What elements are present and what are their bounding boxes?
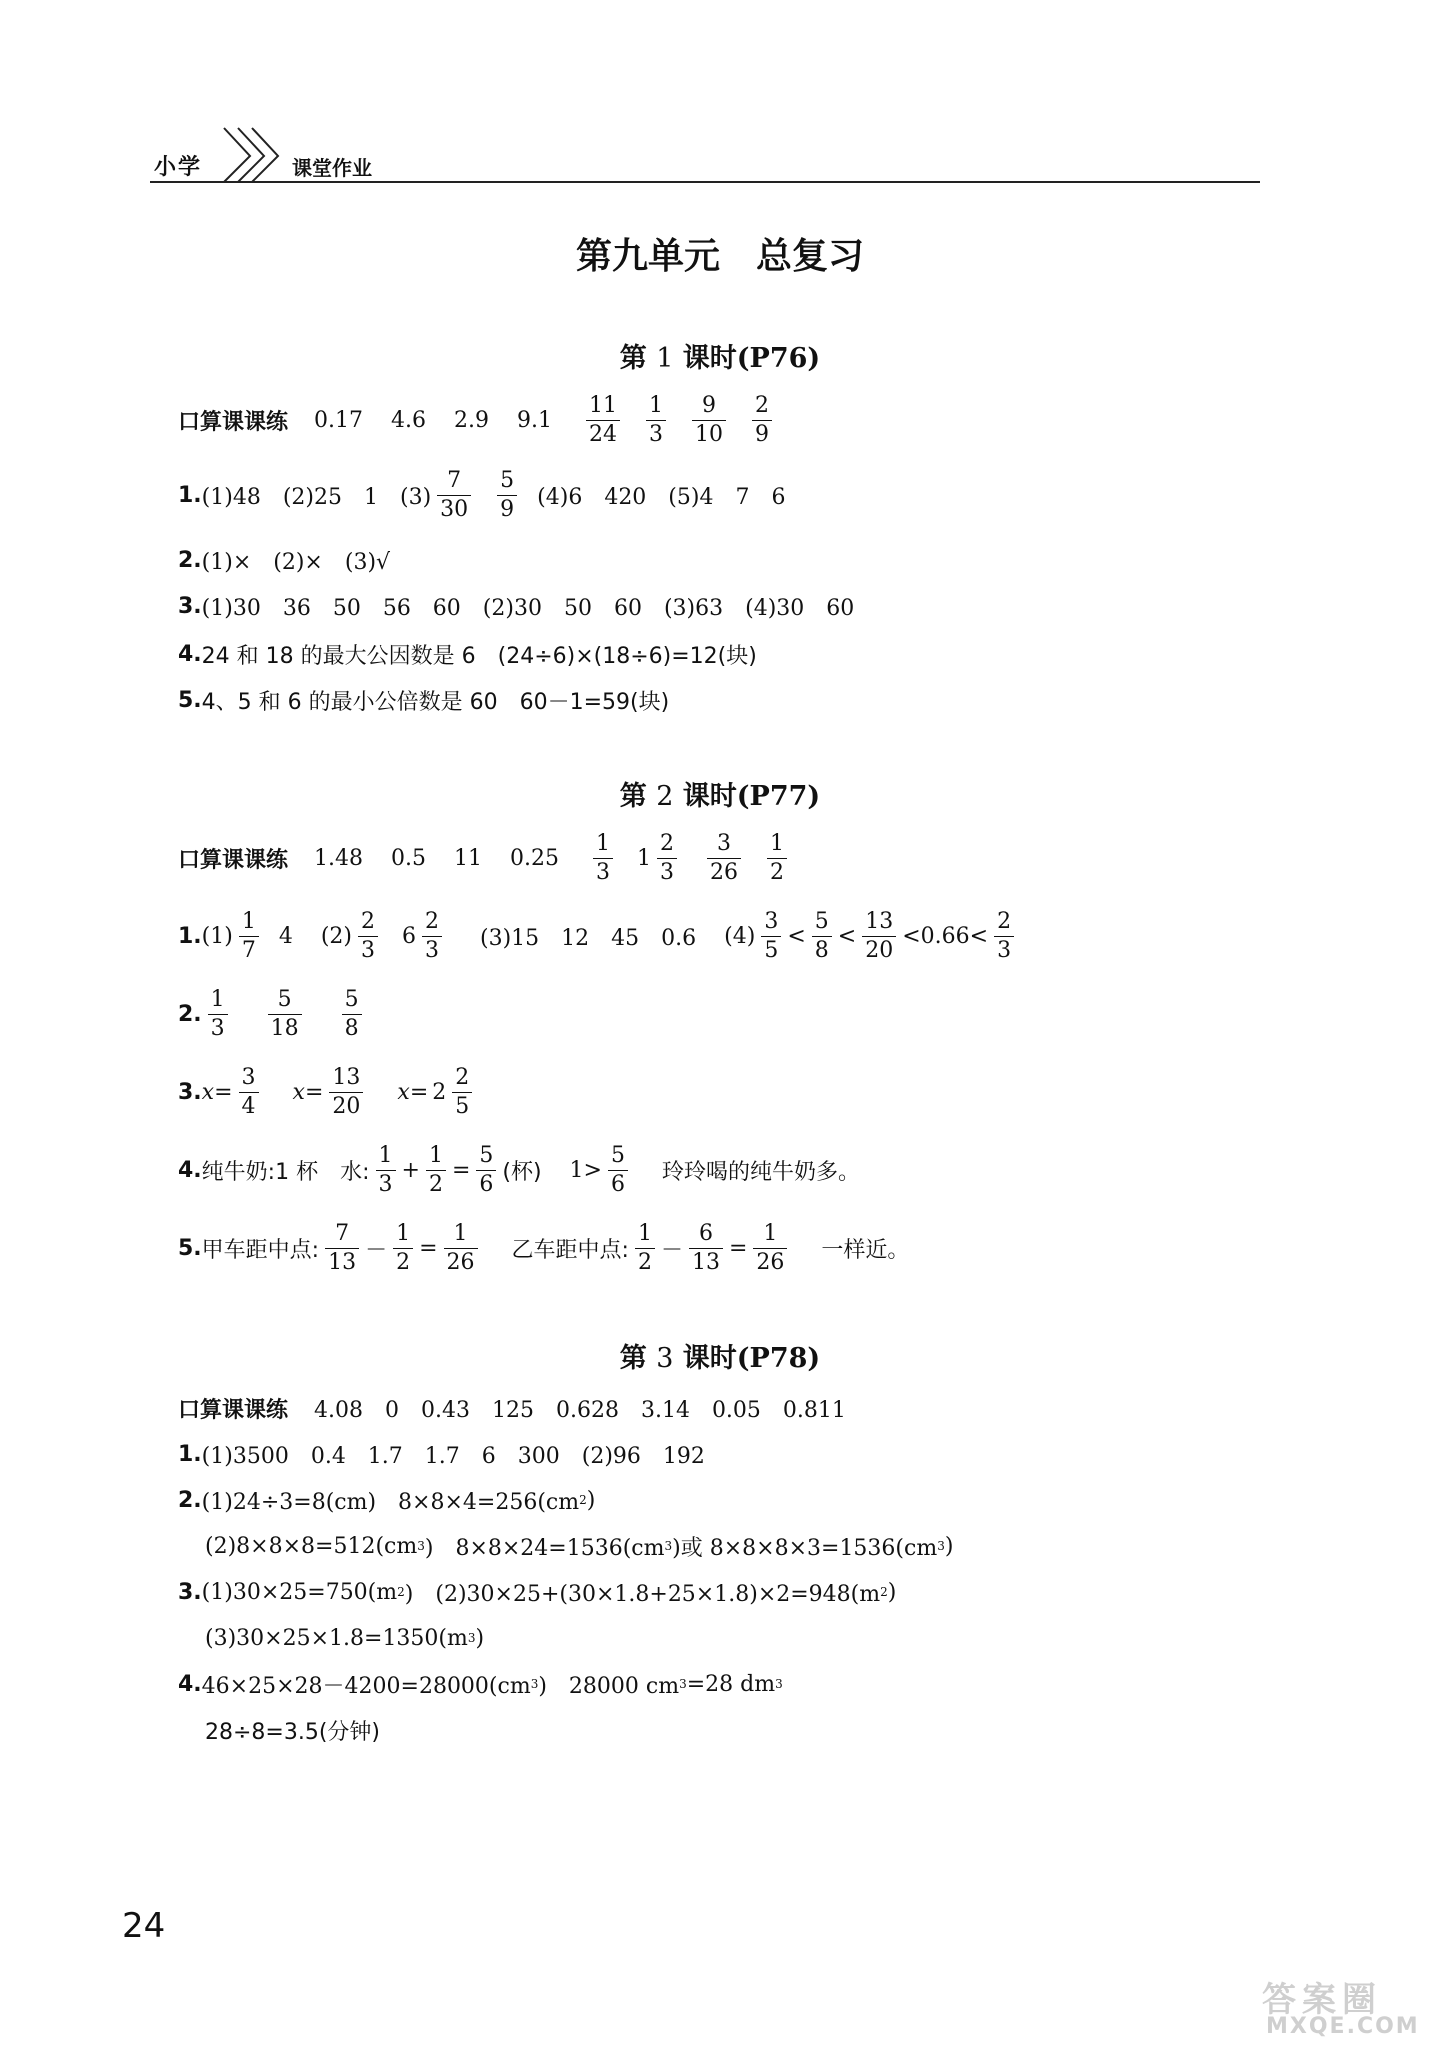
- answer-text: 乙车距中点:: [511, 1237, 629, 1263]
- answer-text: (1)3500 0.4 1.7 1.7 6 300 (2)96 192: [201, 1443, 705, 1469]
- fraction: $\frac{5}{9}$: [497, 470, 517, 521]
- answer-text: ) 8×8×24=1536(cm: [424, 1535, 665, 1561]
- lesson-1-head-pre: 第: [619, 343, 647, 374]
- fraction: $\frac{2}{3}$: [994, 911, 1014, 962]
- equals-sign: =: [728, 1235, 748, 1261]
- answer-text: ): [586, 1487, 596, 1513]
- fraction: $\frac{3}{4}$: [239, 1067, 259, 1118]
- lesson-2-question-3: [178, 1062, 482, 1122]
- answer-text: )或 8×8×8×3=1536(cm: [672, 1535, 938, 1561]
- mixed-number: 1 $\frac{2}{3}$: [637, 833, 683, 884]
- fraction: $\frac{1}{26}$: [444, 1223, 478, 1274]
- fraction: $\frac{3}{5}$: [761, 911, 781, 962]
- superscript: 3: [664, 1539, 673, 1553]
- answer-text: 4: [278, 923, 293, 949]
- page-number: 24: [122, 1906, 166, 1946]
- superscript: 2: [880, 1585, 888, 1599]
- answer-text: (1)24÷3=8(cm) 8×8×4=256(cm: [201, 1489, 580, 1515]
- fraction: $\frac{5}{8}$: [812, 911, 832, 962]
- minus-sign: －: [660, 1237, 683, 1263]
- superscript: 3: [937, 1539, 945, 1553]
- question-number: 2.: [178, 1001, 202, 1027]
- answer-text: (2): [320, 923, 353, 949]
- oral-value: 11: [454, 845, 482, 871]
- fraction: $\frac{5}{6}$: [476, 1145, 496, 1196]
- answer-text: (3)15 12 45 0.6: [480, 925, 697, 951]
- question-number: 2.: [178, 547, 202, 573]
- answer-text: 24 和 18 的最大公因数是 6 (24÷6)×(18÷6)=12(块): [201, 643, 757, 669]
- lesson-3-head-num: 3: [656, 1343, 674, 1374]
- answer-text: (4)6 420 (5)4 7 6: [537, 484, 786, 510]
- lesson-1-head-post: 课时(P76): [682, 343, 821, 374]
- answer-text: ): [944, 1533, 954, 1559]
- answer-text: 46×25×28－4200=28000(cm: [201, 1673, 531, 1699]
- equals-sign: =: [451, 1157, 471, 1183]
- superscript: 3: [417, 1539, 425, 1553]
- answer-text: ) 28000 cm: [538, 1673, 680, 1699]
- chapter-title: 第九单元 总复习: [575, 236, 864, 277]
- oral-value: 9.1: [517, 407, 552, 433]
- equals-sign: =: [409, 1079, 429, 1105]
- page-header: [150, 122, 1260, 186]
- question-number: 4.: [178, 641, 202, 667]
- answer-text: (1)30 36 50 56 60 (2)30 50 60 (3)63 (4)30 60: [201, 595, 855, 621]
- lesson-2-question-4: [178, 1140, 860, 1200]
- answer-text: 一样近。: [821, 1237, 910, 1263]
- superscript: 3: [530, 1677, 539, 1691]
- answer-text: ) (2)30×25+(30×1.8+25×1.8)×2=948(m: [404, 1581, 881, 1607]
- less-than-sign: <: [837, 923, 857, 949]
- question-number: 1.: [178, 923, 202, 949]
- answer-text: 甲车距中点:: [201, 1237, 320, 1263]
- superscript: 3: [679, 1677, 687, 1691]
- watermark-text: 答案圈: [1262, 1980, 1382, 2020]
- fraction: $\frac{13}{20}$: [329, 1067, 363, 1118]
- question-number: 4.: [178, 1157, 202, 1183]
- oral-value: 1.48: [314, 845, 363, 871]
- fraction: $\frac{5}{6}$: [608, 1145, 628, 1196]
- oral-value: 2.9: [454, 407, 489, 433]
- question-number: 1.: [178, 1441, 202, 1467]
- variable-x: x: [201, 1079, 215, 1105]
- answer-text: <0.66<: [902, 923, 989, 949]
- mixed-number: 6 $\frac{2}{3}$: [402, 911, 448, 962]
- fraction: $\frac{6}{13}$: [689, 1223, 723, 1274]
- oral-practice-label: 口算课课练: [178, 409, 289, 435]
- fraction: $\frac{1}{26}$: [753, 1223, 787, 1274]
- question-number: 4.: [178, 1671, 202, 1697]
- lesson-2-head-num: 2: [656, 781, 674, 812]
- fraction: $\frac{1}{2}$: [635, 1223, 655, 1274]
- oral-value: 0.5: [391, 845, 426, 871]
- fraction: $\frac{1}{7}$: [239, 911, 259, 962]
- lesson-1-question-5: [178, 670, 669, 730]
- fraction: $\frac{1}{3}$: [646, 395, 666, 446]
- lesson-1-heading: [0, 336, 1440, 375]
- superscript: 3: [775, 1677, 783, 1691]
- answer-text: (3)30×25×1.8=1350(m: [205, 1625, 468, 1651]
- superscript: 3: [467, 1631, 476, 1645]
- question-number: 3.: [178, 593, 202, 619]
- lesson-2-head-post: 课时(P77): [682, 781, 821, 812]
- minus-sign: －: [365, 1237, 388, 1263]
- answer-text: (1)30×25=750(m: [201, 1579, 398, 1605]
- variable-x: x: [397, 1079, 410, 1105]
- fraction: $\frac{1}{2}$: [767, 833, 787, 884]
- fraction: $\frac{5}{8}$: [342, 989, 362, 1040]
- equals-sign: =: [419, 1235, 438, 1261]
- fraction: $\frac{1}{3}$: [593, 833, 613, 884]
- answer-text: (2)8×8×8=512(cm: [205, 1533, 418, 1559]
- fraction: $\frac{1}{2}$: [426, 1145, 446, 1196]
- answer-text: ): [887, 1579, 897, 1605]
- variable-x: x: [292, 1079, 305, 1105]
- fraction: $\frac{7}{30}$: [437, 470, 471, 521]
- lesson-2-heading: [0, 774, 1440, 813]
- less-than-sign: <: [787, 923, 806, 949]
- answer-text: ): [475, 1625, 485, 1651]
- fraction: $\frac{1}{2}$: [393, 1223, 413, 1274]
- header-series: 课堂作业: [292, 156, 372, 180]
- fraction: $\frac{11}{24}$: [586, 395, 620, 446]
- question-number: 3.: [178, 1579, 202, 1605]
- fraction: $\frac{2}{3}$: [358, 911, 378, 962]
- oral-values: 4.08 0 0.43 125 0.628 3.14 0.05 0.811: [314, 1397, 846, 1423]
- answer-text: 28÷8=3.5(分钟): [205, 1719, 381, 1745]
- double-chevron-icon: [220, 126, 292, 182]
- fraction: $\frac{2}{9}$: [752, 395, 772, 446]
- question-number: 1.: [178, 482, 202, 508]
- fraction: $\frac{7}{13}$: [325, 1223, 359, 1274]
- lesson-3-head-pre: 第: [619, 1343, 647, 1374]
- superscript: 2: [397, 1585, 405, 1599]
- fraction: $\frac{13}{20}$: [862, 911, 896, 962]
- watermark-logo: [1262, 1972, 1432, 2042]
- oral-value: 0.17: [314, 407, 363, 433]
- answer-text: (1): [201, 923, 233, 949]
- watermark-url: MXQE.COM: [1266, 2014, 1420, 2039]
- lesson-3-question-4-part-2: [205, 1700, 380, 1760]
- answer-text: 1>: [569, 1157, 602, 1183]
- oral-practice-label: 口算课课练: [178, 847, 289, 873]
- answer-text: (4): [724, 923, 756, 949]
- oral-value: 0.25: [510, 845, 559, 871]
- header-school: 小学: [154, 155, 203, 180]
- answer-text: 纯牛奶:1 杯 水:: [201, 1159, 370, 1185]
- mixed-number: 2 $\frac{2}{5}$: [432, 1067, 478, 1118]
- lesson-1-question-1: [178, 465, 785, 525]
- equals-sign: =: [304, 1079, 324, 1105]
- lesson-2-question-2: [178, 984, 368, 1044]
- fraction: $\frac{1}{3}$: [208, 989, 228, 1040]
- answer-text: (1)× (2)× (3)√: [201, 549, 391, 575]
- lesson-2-question-1: [178, 906, 1020, 966]
- fraction: $\frac{1}{3}$: [376, 1145, 396, 1196]
- question-number: 5.: [178, 1235, 202, 1261]
- lesson-2-head-pre: 第: [619, 781, 647, 812]
- equals-sign: =: [214, 1079, 233, 1105]
- answer-text: (1)48 (2)25 1 (3): [201, 484, 432, 510]
- plus-sign: +: [401, 1157, 420, 1183]
- lesson-2-oral-practice: [178, 828, 793, 888]
- lesson-1-head-num: 1: [656, 343, 674, 374]
- superscript: 2: [579, 1493, 587, 1507]
- answer-text: 玲玲喝的纯牛奶多。: [661, 1159, 860, 1185]
- lesson-1-oral-practice: [178, 390, 778, 450]
- answer-text: =28 dm: [686, 1671, 776, 1697]
- fraction: $\frac{9}{10}$: [692, 395, 726, 446]
- question-number: 2.: [178, 1487, 202, 1513]
- header-rule: [150, 181, 1260, 183]
- oral-practice-label: 口算课课练: [178, 1397, 289, 1423]
- question-number: 3.: [178, 1079, 202, 1105]
- answer-text: (杯): [502, 1159, 542, 1185]
- oral-value: 4.6: [391, 407, 426, 433]
- lesson-3-head-post: 课时(P78): [682, 1343, 821, 1374]
- answer-text: 4、5 和 6 的最小公倍数是 60 60－1=59(块): [201, 689, 670, 715]
- fraction: $\frac{3}{26}$: [707, 833, 741, 884]
- lesson-2-question-5: [178, 1218, 909, 1278]
- question-number: 5.: [178, 687, 202, 713]
- lesson-3-heading: [0, 1336, 1440, 1375]
- fraction: $\frac{5}{18}$: [268, 989, 302, 1040]
